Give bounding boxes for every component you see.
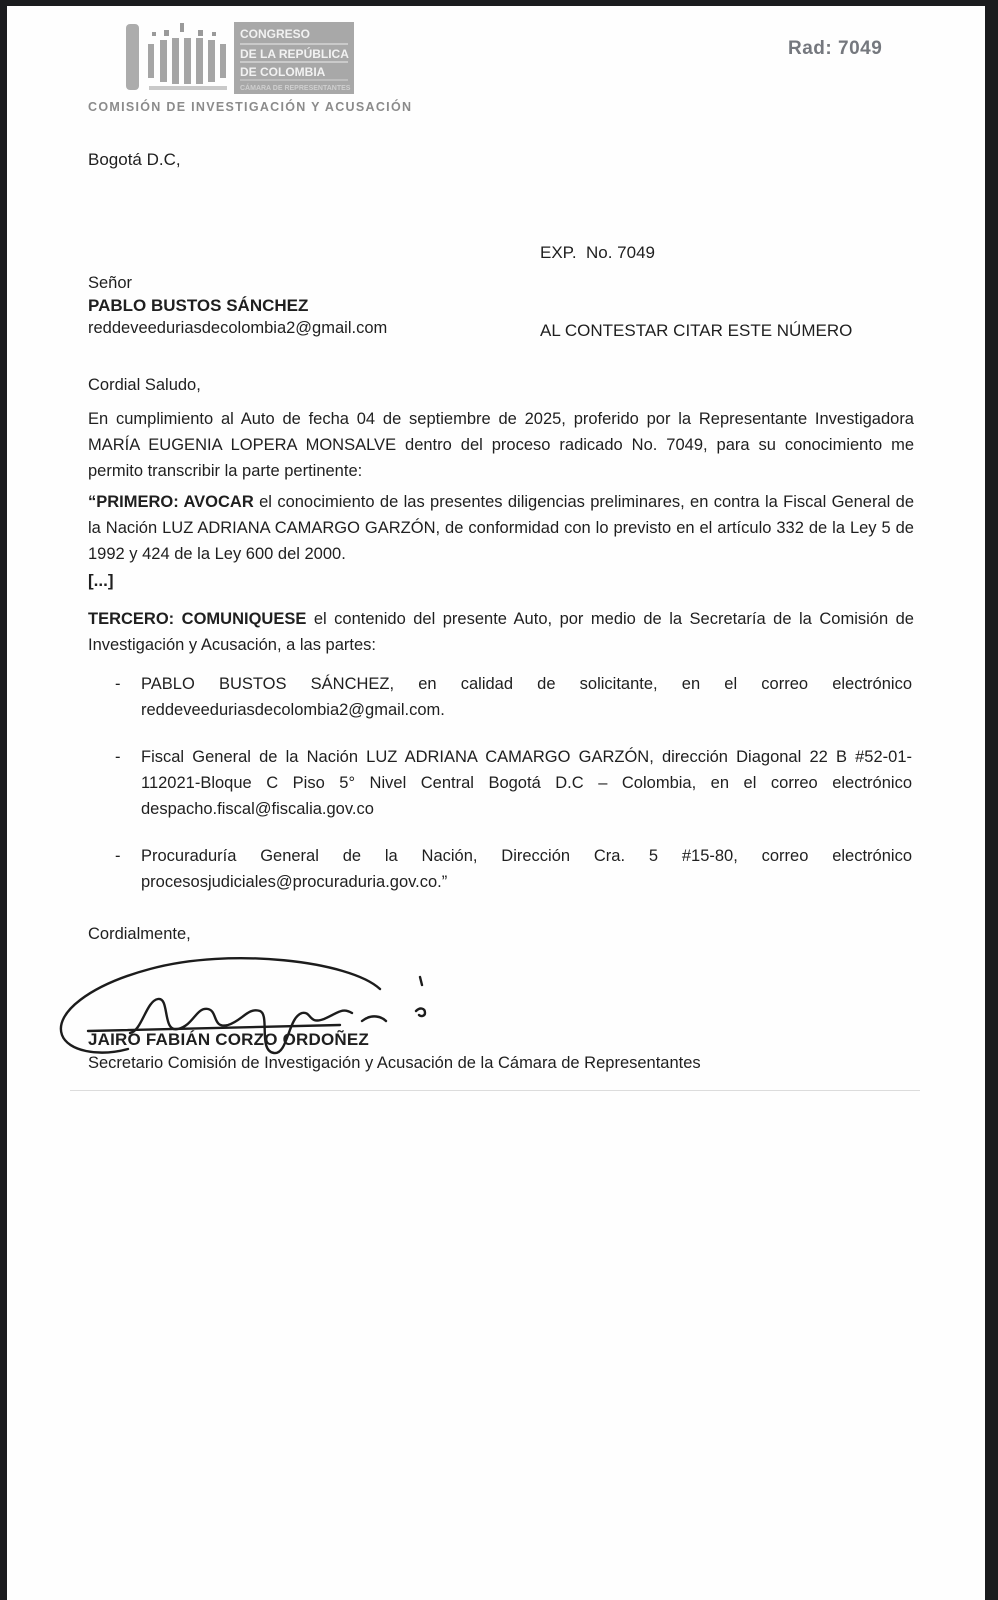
logo-text-congreso: CONGRESO <box>240 27 311 41</box>
congress-columns-icon <box>124 20 356 96</box>
bullet-dash: - <box>115 847 121 865</box>
logo-text-republica: DE LA REPÚBLICA <box>240 47 349 61</box>
closing-line: Cordialmente, <box>88 925 191 943</box>
signature <box>50 955 450 1070</box>
scan-edge-left <box>0 0 7 1600</box>
bullet-text-solicitante: PABLO BUSTOS SÁNCHEZ, en calidad de solicitante, en el correo electrónico reddeveeduriasdecolombia2@gmail.com. <box>141 675 912 719</box>
logo-text-colombia: DE COLOMBIA <box>240 65 326 79</box>
exp-number: EXP. No. 7049 <box>540 243 655 262</box>
signer-title: Secretario Comisión de Investigación y Acusación de la Cámara de Representantes <box>88 1054 701 1072</box>
congress-logo <box>124 20 356 101</box>
bullet-text-procuraduria: Procuraduría General de la Nación, Dirección Cra. 5 #15-80, correo electrónico procesosjudiciales@procuraduria.gov.co.” <box>141 847 912 891</box>
paragraph-primero <box>88 489 914 567</box>
paragraph-intro: En cumplimiento al Auto de fecha 04 de septiembre de 2025, proferido por la Representante Investigadora MARÍA EUGENIA LOPERA MONSALVE dentro del proceso radicado No. 7049, para su conocimiento me permito transcribir la parte pertinente: <box>88 410 914 480</box>
signer-name: JAIRO FABIÁN CORZO ORDOÑEZ <box>88 1030 369 1049</box>
bullet-dash: - <box>115 748 121 766</box>
paragraph-primero-rest: el conocimiento de las presentes diligencias preliminares, en contra la Fiscal General de la Nación LUZ ADRIANA CAMARGO GARZÓN, de conformidad con lo previsto en el artículo 332 de la Ley 5 de 1992 y 424 de la Ley 600 del 2000. <box>88 493 915 563</box>
scan-edge-top <box>0 0 998 6</box>
recipient-email: reddeveeduriasdecolombia2@gmail.com <box>88 319 388 337</box>
exp-instruction: AL CONTESTAR CITAR ESTE NÚMERO <box>540 321 853 340</box>
bullet-dash: - <box>115 675 121 693</box>
recipient-block <box>88 272 387 340</box>
bullet-text-fiscal: Fiscal General de la Nación LUZ ADRIANA CAMARGO GARZÓN, dirección Diagonal 22 B #52-01-112021-Bloque C Piso 5° Nivel Central Bogotá D.C – Colombia, en el correo electrónico despacho.fiscal@fiscalia.gov.co <box>141 748 912 818</box>
greeting-line: Cordial Saludo, <box>88 376 201 394</box>
scan-edge-right <box>985 0 998 1600</box>
list-item <box>115 843 912 895</box>
scan-fold-line <box>70 1090 920 1091</box>
paragraph-tercero-rest: el contenido del presente Auto, por medio de la Secretaría de la Comisión de Investigación y Acusación, a las partes: <box>88 610 914 654</box>
paragraph-tercero <box>88 606 914 658</box>
commission-heading: COMISIÓN DE INVESTIGACIÓN Y ACUSACIÓN <box>88 100 413 114</box>
omission-marker: [...] <box>88 571 114 590</box>
logo-text-camara: CÁMARA DE REPRESENTANTES <box>240 85 351 92</box>
logo-marks <box>152 23 216 36</box>
exp-block <box>540 188 852 396</box>
list-item <box>115 671 912 723</box>
paragraph-primero-lead: “PRIMERO: AVOCAR <box>88 493 254 511</box>
recipient-salutation: Señor <box>88 274 133 292</box>
paragraph-tercero-lead: TERCERO: COMUNIQUESE <box>88 610 307 628</box>
list-item <box>115 744 912 822</box>
city-line: Bogotá D.C, <box>88 150 181 169</box>
rad-number: Rad: 7049 <box>788 38 883 59</box>
recipient-name: PABLO BUSTOS SÁNCHEZ <box>88 295 309 315</box>
